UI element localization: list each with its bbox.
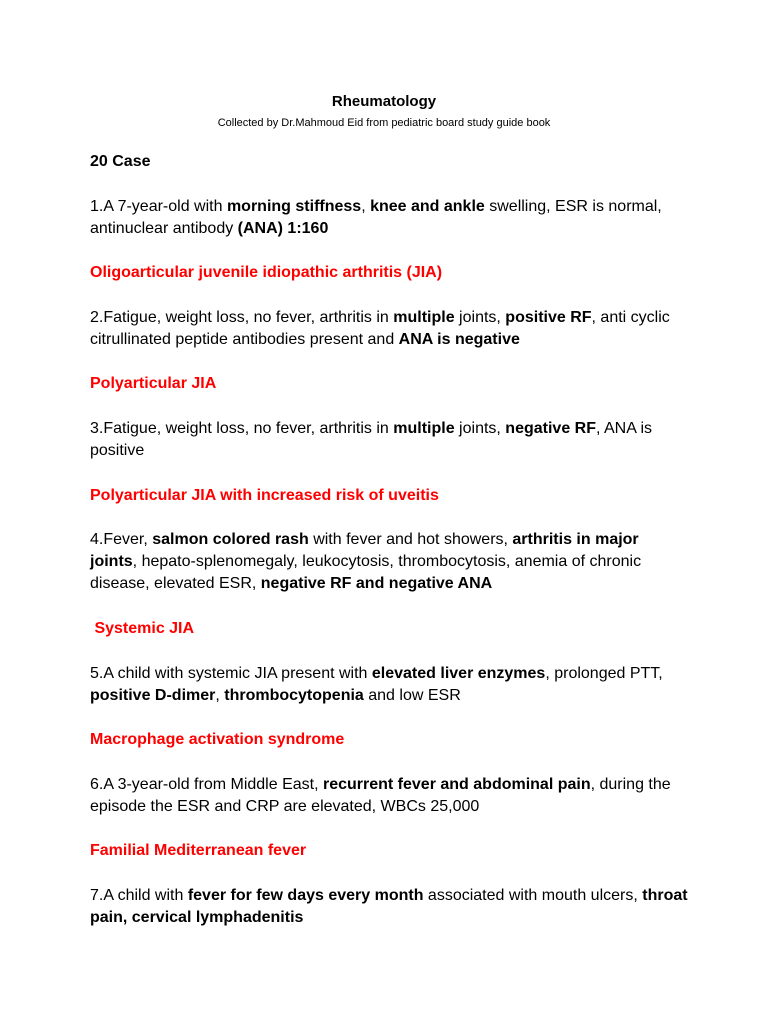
- question-emphasis: fever for few days every month: [187, 887, 424, 904]
- question-text: 6.A 3-year-old from Middle East,: [90, 776, 323, 793]
- document-title: Rheumatology: [331, 93, 437, 110]
- question-emphasis: arthritis in major joints: [90, 531, 639, 570]
- question-text: , ANA is positive: [90, 420, 653, 459]
- question-text: 5.A child with systemic JIA present with: [90, 665, 372, 682]
- question-text: , anti cyclic citrullinated peptide antibodies present and: [90, 309, 670, 348]
- question-emphasis: multiple: [393, 420, 455, 437]
- case-answer: Familial Mediterranean fever: [90, 842, 307, 859]
- case-answer: Polyarticular JIA with increased risk of uveitis: [90, 487, 439, 504]
- question-emphasis: morning stiffness: [226, 198, 362, 215]
- question-emphasis: positive RF: [505, 309, 592, 326]
- case-answer: Macrophage activation syndrome: [90, 731, 345, 748]
- question-text: with fever and hot showers,: [308, 531, 513, 548]
- question-text: , during the episode the ESR and CRP are elevated, WBCs 25,000: [90, 776, 671, 815]
- question-text: , hepato-splenomegaly, leukocytosis, thrombocytosis, anemia of chronic disease, elevated ESR,: [90, 553, 642, 592]
- case-question: [90, 663, 690, 707]
- case-question: [90, 196, 690, 240]
- question-emphasis: ANA is negative: [398, 331, 520, 348]
- question-emphasis: knee and ankle: [370, 198, 485, 215]
- question-emphasis: elevated liver enzymes: [371, 665, 546, 682]
- question-emphasis: negative RF and negative ANA: [260, 575, 493, 592]
- question-emphasis: salmon colored rash: [152, 531, 309, 548]
- question-text: joints,: [454, 420, 506, 437]
- document-subtitle: Collected by Dr.Mahmoud Eid from pediatric board study guide book: [217, 117, 551, 129]
- question-text: 2.Fatigue, weight loss, no fever, arthritis in: [90, 309, 394, 326]
- case-question: [90, 885, 690, 929]
- case-question: [90, 307, 690, 351]
- question-emphasis: recurrent fever and abdominal pain: [322, 776, 591, 793]
- question-emphasis: negative RF: [505, 420, 596, 437]
- question-emphasis: positive D-dimer: [90, 687, 216, 704]
- case-question: [90, 774, 690, 818]
- section-heading: 20 Case: [90, 153, 151, 170]
- case-answer: Systemic JIA: [90, 620, 195, 637]
- question-text: joints,: [454, 309, 506, 326]
- question-emphasis: multiple: [393, 309, 455, 326]
- question-emphasis: thrombocytopenia: [224, 687, 364, 704]
- question-text: 1.A 7-year-old with: [90, 198, 227, 215]
- question-emphasis: (ANA) 1:160: [237, 220, 329, 237]
- question-text: 4.Fever,: [90, 531, 153, 548]
- question-text: and low ESR: [363, 687, 461, 704]
- question-text: ,: [361, 198, 371, 215]
- question-text: swelling, ESR is normal, antinuclear antibody: [90, 198, 662, 237]
- case-answer: Polyarticular JIA: [90, 375, 217, 392]
- question-text: 7.A child with: [90, 887, 188, 904]
- case-question: [90, 418, 690, 462]
- case-answer: Oligoarticular juvenile idiopathic arthritis (JIA): [90, 264, 443, 281]
- question-text: 3.Fatigue, weight loss, no fever, arthritis in: [90, 420, 394, 437]
- question-text: associated with mouth ulcers,: [423, 887, 643, 904]
- question-text: ,: [215, 687, 225, 704]
- question-text: , prolonged PTT,: [545, 665, 663, 682]
- case-question: [90, 529, 690, 595]
- question-emphasis: throat pain, cervical lymphadenitis: [90, 887, 688, 926]
